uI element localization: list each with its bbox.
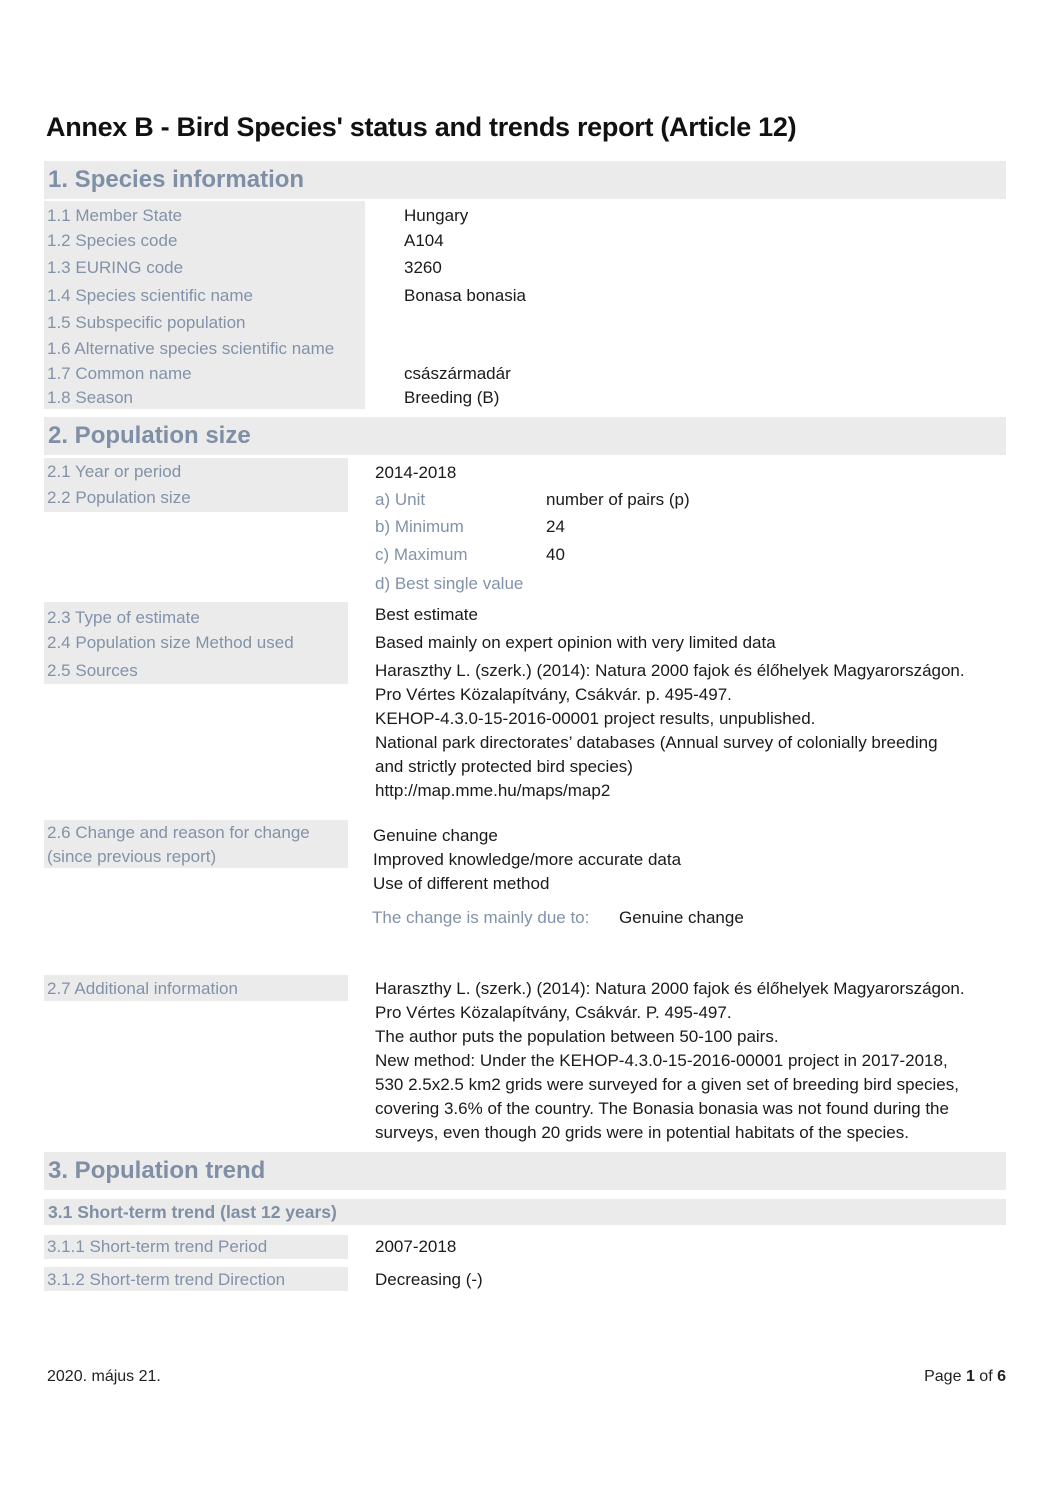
scientific-name-value: Bonasa bonasia	[404, 286, 526, 305]
unit-value: number of pairs (p)	[546, 490, 690, 509]
member-state-value: Hungary	[404, 206, 469, 225]
population-size-label: 2.2 Population size	[47, 488, 191, 507]
change-reason-label: 2.6 Change and reason for change	[47, 823, 310, 842]
additional-information-line: New method: Under the KEHOP-4.3.0-15-2016-00001 project in 2017-2018,	[375, 1051, 948, 1070]
subsection-heading-short-term-trend: 3.1 Short-term trend (last 12 years)	[44, 1199, 1006, 1225]
year-period-label: 2.1 Year or period	[47, 462, 182, 481]
sources-line: KEHOP-4.3.0-15-2016-00001 project results, unpublished.	[375, 709, 816, 728]
sources-link[interactable]: http://map.mme.hu/maps/map2	[375, 781, 611, 800]
type-of-estimate-label: 2.3 Type of estimate	[47, 608, 200, 627]
alternative-name-label: 1.6 Alternative species scientific name	[47, 339, 335, 358]
minimum-value: 24	[546, 517, 565, 536]
trend-direction-label: 3.1.2 Short-term trend Direction	[47, 1270, 286, 1289]
document-title: Annex B - Bird Species' status and trends report (Article 12)	[46, 112, 797, 142]
euring-code-value: 3260	[404, 258, 442, 277]
member-state-label: 1.1 Member State	[47, 206, 183, 225]
method-used-label: 2.4 Population size Method used	[47, 633, 294, 652]
additional-information-label: 2.7 Additional information	[47, 979, 238, 998]
minimum-label: b) Minimum	[375, 517, 464, 536]
of-word: of	[979, 1368, 993, 1385]
season-value: Breeding (B)	[404, 388, 500, 407]
footer-date: 2020. május 21.	[47, 1368, 161, 1385]
common-name-label: 1.7 Common name	[47, 364, 192, 383]
sources-line: Pro Vértes Közalapítvány, Csákvár. p. 495-497.	[375, 685, 732, 704]
additional-information-line: Haraszthy L. (szerk.) (2014): Natura 2000 fajok és élőhelyek Magyarországon.	[375, 979, 965, 998]
year-period-value: 2014-2018	[375, 463, 457, 482]
maximum-label: c) Maximum	[375, 545, 468, 564]
change-reason-line: Use of different method	[373, 874, 550, 893]
sources-label: 2.5 Sources	[47, 661, 138, 680]
change-reason-line: Genuine change	[373, 826, 498, 845]
sources-line: National park directorates’ databases (Annual survey of colonially breeding	[375, 733, 938, 752]
trend-direction-value: Decreasing (-)	[375, 1270, 483, 1289]
trend-period-label: 3.1.1 Short-term trend Period	[47, 1237, 268, 1256]
type-of-estimate-value: Best estimate	[375, 605, 478, 624]
sources-line: and strictly protected bird species)	[375, 757, 633, 776]
section-heading-population-trend: 3. Population trend	[44, 1152, 1006, 1190]
change-due-label: The change is mainly due to:	[372, 908, 590, 927]
change-due-value: Genuine change	[619, 908, 744, 927]
change-reason-line: Improved knowledge/more accurate data	[373, 850, 682, 869]
scientific-name-label: 1.4 Species scientific name	[47, 286, 253, 305]
additional-information-line: Pro Vértes Közalapítvány, Csákvár. P. 495-497.	[375, 1003, 732, 1022]
euring-code-label: 1.3 EURING code	[47, 258, 184, 277]
page-word: Page	[924, 1368, 962, 1385]
common-name-value: császármadár	[404, 364, 511, 383]
additional-information-line: covering 3.6% of the country. The Bonasia bonasia was not found during the	[375, 1099, 949, 1118]
additional-information-line: The author puts the population between 50-100 pairs.	[375, 1027, 779, 1046]
section-heading-species-information: 1. Species information	[44, 161, 1006, 199]
best-single-value-label: d) Best single value	[375, 574, 524, 593]
subspecific-population-label: 1.5 Subspecific population	[47, 313, 246, 332]
additional-information-line: 530 2.5x2.5 km2 grids were surveyed for a given set of breeding bird species,	[375, 1075, 959, 1094]
page-total: 6	[997, 1368, 1006, 1385]
trend-period-value: 2007-2018	[375, 1237, 457, 1256]
additional-information-line: surveys, even though 20 grids were in potential habitats of the species.	[375, 1123, 909, 1142]
maximum-value: 40	[546, 545, 565, 564]
page-current: 1	[965, 1368, 975, 1385]
season-label: 1.8 Season	[47, 388, 134, 407]
section-heading-population-size: 2. Population size	[44, 417, 1006, 455]
footer-page-number	[924, 1368, 1006, 1386]
species-code-value: A104	[404, 231, 444, 250]
sources-line: Haraszthy L. (szerk.) (2014): Natura 2000 fajok és élőhelyek Magyarországon.	[375, 661, 965, 680]
unit-label: a) Unit	[375, 490, 426, 509]
change-reason-label-continued: (since previous report)	[47, 847, 217, 866]
method-used-value: Based mainly on expert opinion with very limited data	[375, 633, 776, 652]
species-code-label: 1.2 Species code	[47, 231, 178, 250]
